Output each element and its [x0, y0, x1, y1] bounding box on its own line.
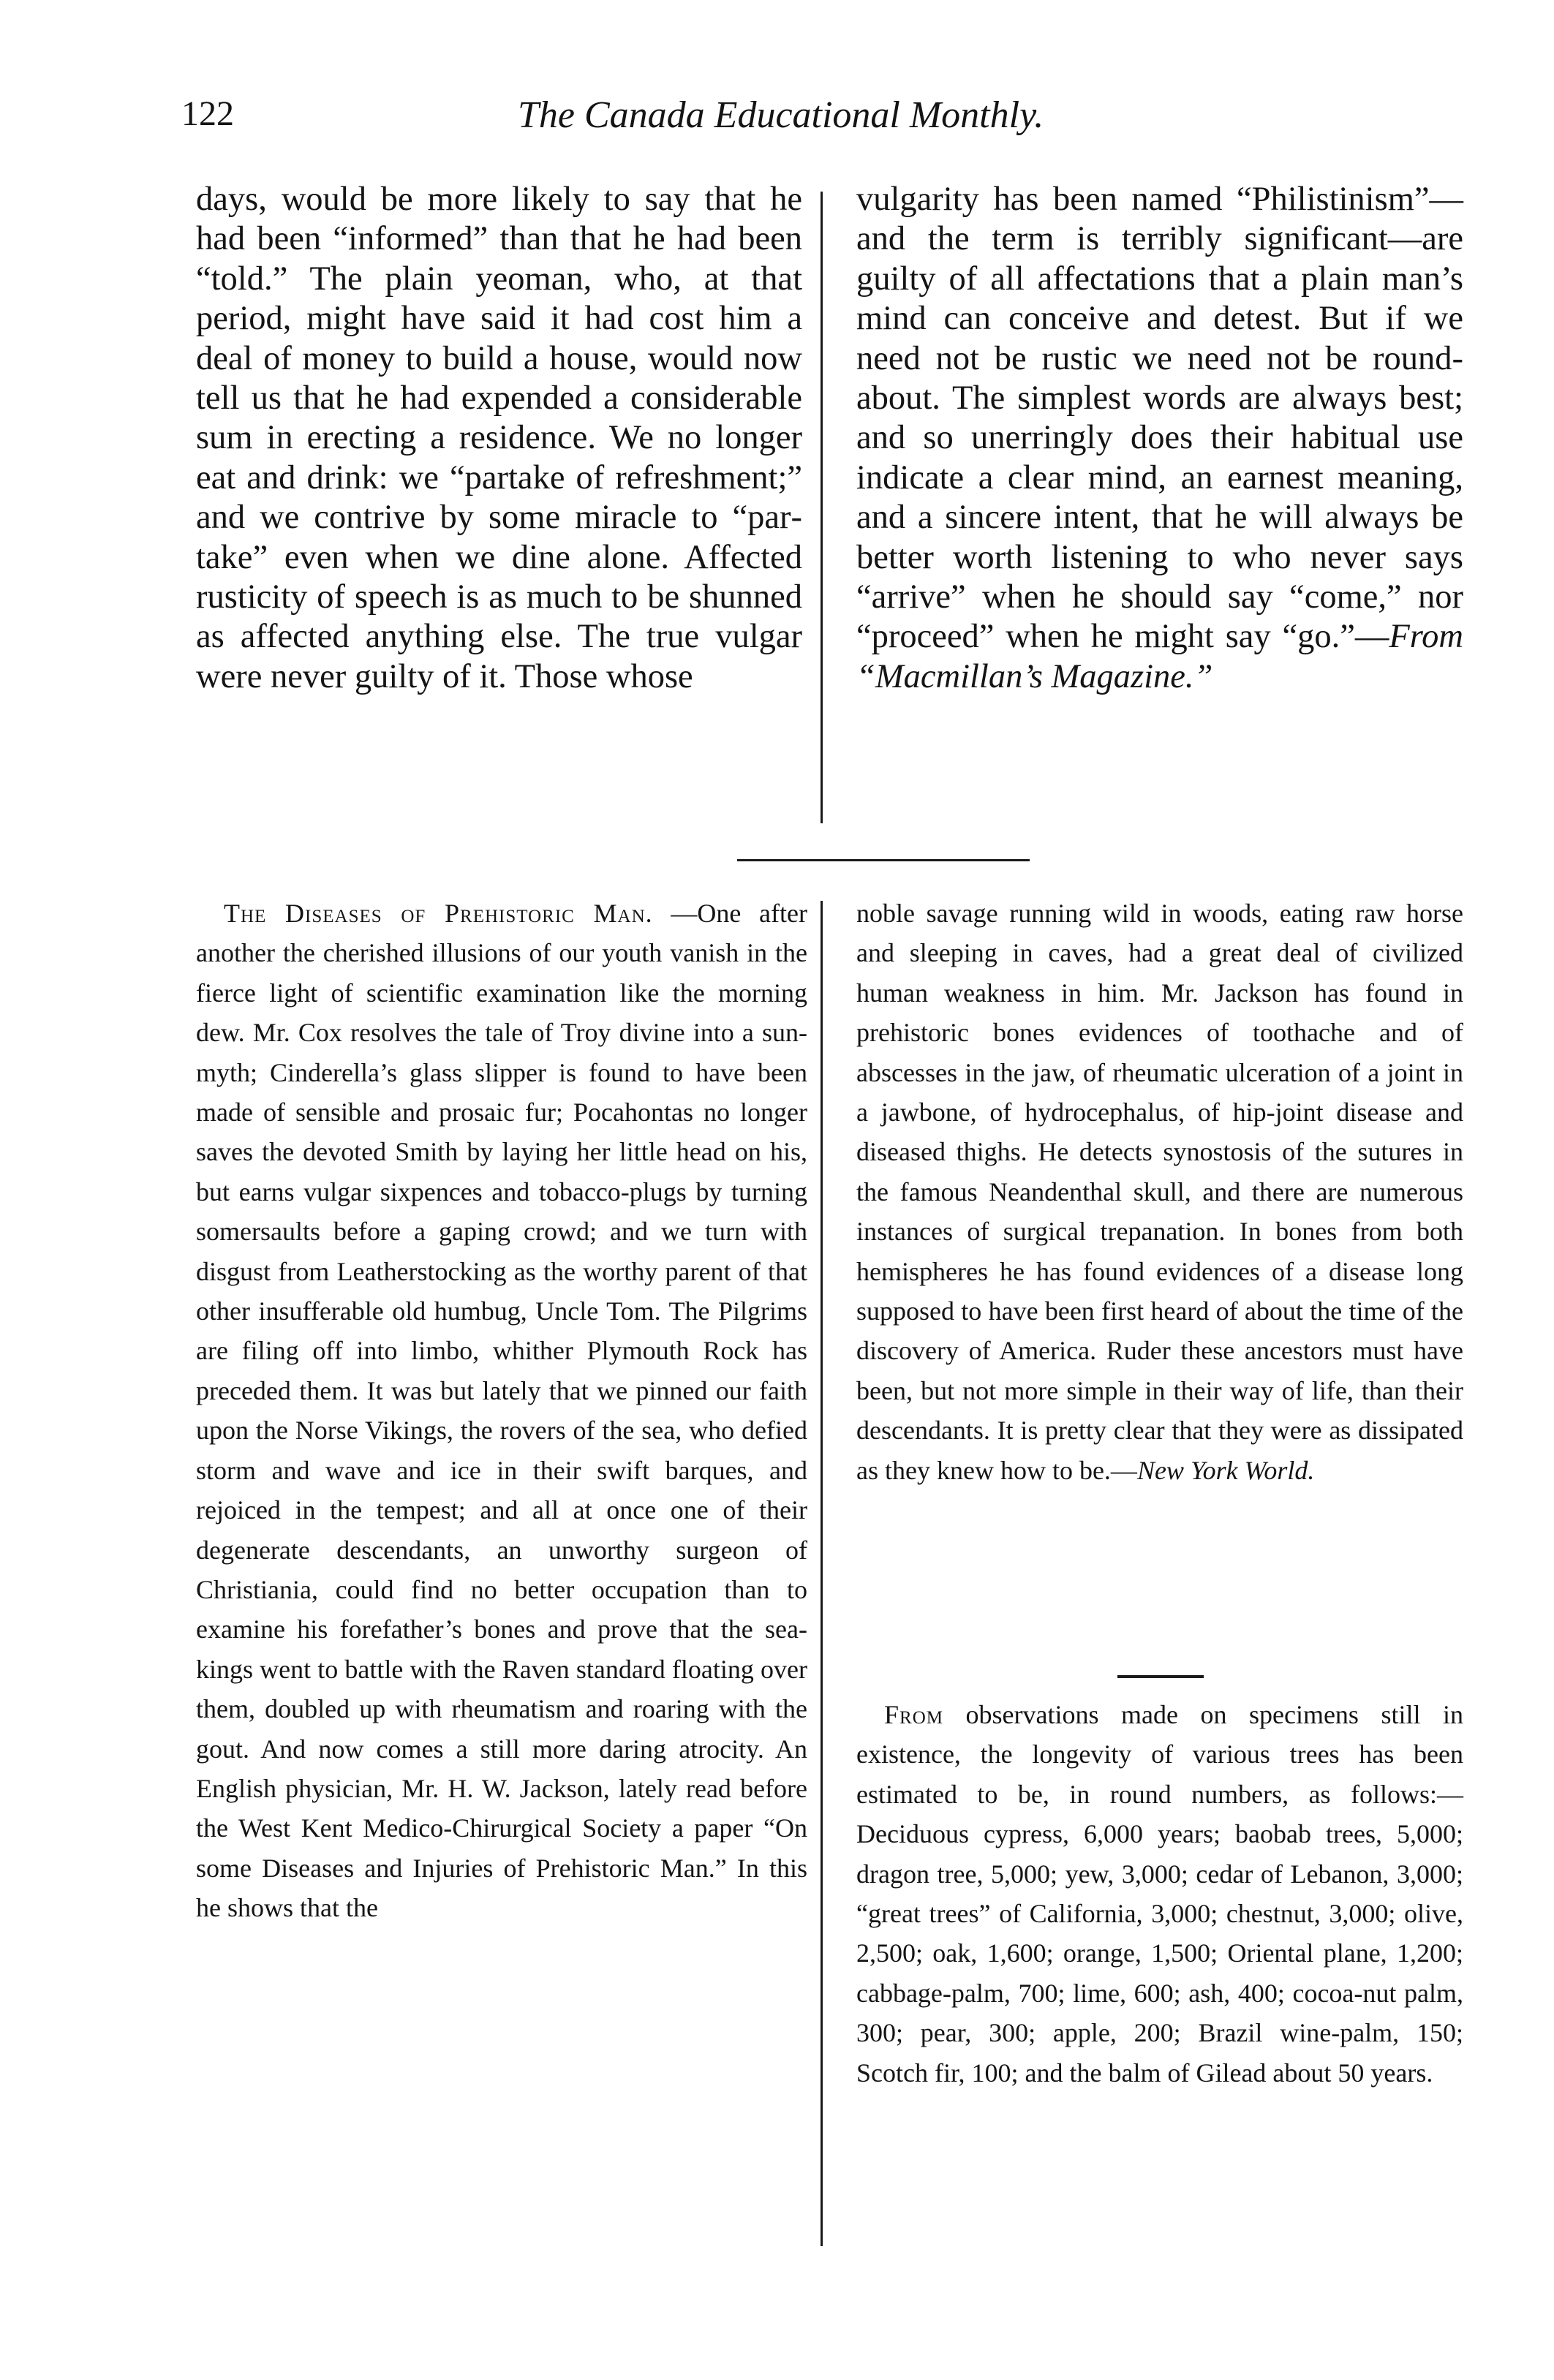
running-title: The Canada Educational Monthly.: [518, 94, 1044, 136]
article-continuation-left-column: [196, 180, 802, 697]
article-continuation-right-column: [856, 180, 1463, 697]
paragraph-continued-text-end: [856, 180, 1463, 697]
trees-article: [856, 1695, 1463, 2093]
trees-body-text: observations made on specimens still in existence, the longevity of various trees has been estimated to be, in round numbers, as follows:—Deciduous cypress, 6,000 years; baobab trees, 5,000; dragon tree, 5,000; yew, 3,000; cedar of Lebanon, 3,000; “great trees” of California, 3,000; chestnut, 3,000; olive, 2,500; oak, 1,600; orange, 1,500; Oriental plane, 1,200; cabbage-palm, 700; lime, 600; ash, 400; cocoa-nut palm, 300; pear, 300; apple, 200; Brazil wine-palm, 150; Scotch fir, 100; and the balm of Gilead about 50 years.: [856, 1700, 1463, 2088]
paragraph-continued-text: days, would be more likely to say that he had been “informed” than that he had been “told.” The plain yeoman, who, at that period, might have said it had cost him a deal of money to build a house, would now tell us that he had expended a considerable sum in erecting a residence. We no longer eat and drink: we “partake of refreshment;” and we contrive by some miracle to “partake” even when we dine alone. Affected rusticity of speech is as much to be shunned as affected anything else. The true vulgar were never guilty of it. Those whose: [196, 181, 802, 695]
prehistoric-article-right-column: [856, 894, 1463, 1490]
article-body-text: —One after another the cherished illusions of our youth vanish in the fierce light of scientific examination like the morning dew. Mr. Cox resolves the tale of Troy divine into a sun-myth; Cinderella’s glass slipper is found to have been made of sensible and prosaic fur; Pocahontas no longer saves the devoted Smith by laying her little head on his, but earns vulgar sixpences and tobacco-plugs by turning somersaults before a gaping crowd; and we turn with disgust from Leatherstocking as the worthy parent of that other insufferable old humbug, Uncle Tom. The Pilgrims are filing off into limbo, whither Plymouth Rock has preceded them. It was but lately that we pinned our faith upon the Norse Vikings, the rovers of the sea, who defied storm and wave and ice in their swift barques, and rejoiced in the tempest; and all at once one of their degenerate descendants, an unworthy surgeon of Christiania, could find no better occupation than to examine his forefather’s bones and prove that the sea-kings went to battle with the Raven standard floating over them, doubled up with rheumatism and roaring with the gout. And now comes a still more daring atrocity. An English physician, Mr. H. W. Jackson, lately read before the West Kent Medico-Chirurgical Society a paper “On some Diseases and Injuries of Prehistoric Man.” In this he shows that the: [196, 899, 807, 1923]
source-citation: From “Macmillan’s Magazine.”: [856, 618, 1463, 695]
short-divider: [1117, 1675, 1204, 1678]
prehistoric-paragraph-continued: [856, 894, 1463, 1490]
column-divider-bottom: [821, 901, 823, 2246]
prehistoric-paragraph: [196, 894, 807, 1928]
page-number: 122: [181, 94, 234, 133]
trees-paragraph: [856, 1695, 1463, 2093]
paragraph-text: vulgarity has been named “Philistinism”—and the term is terribly significant—are guilty of all affectations that a plain man’s mind can conceive and detest. But if we need not be rustic we need not be roundabout. The simplest words are always best; and so unerringly does their habitual use indicate a clear mind, an earnest meaning, and a sincere intent, that he will always be better worth listening to who never says “arrive” when he should say “come,” nor “proceed” when he might say “go.”—: [856, 181, 1463, 656]
prehistoric-article-left-column: [196, 894, 807, 1928]
lead-word: From: [884, 1700, 943, 1729]
column-divider-top: [821, 192, 823, 823]
article-heading: The Diseases of Prehistoric Man.: [224, 899, 653, 928]
page-header: [181, 94, 1147, 152]
article-body-text: noble savage running wild in woods, eating raw horse and sleeping in caves, had a great deal of civilized human weakness in him. Mr. Jackson has found in prehistoric bones evidences of toothache and of abscesses in the jaw, of rheumatic ulceration of a joint in a jawbone, of hydrocephalus, of hip-joint disease and diseased thighs. He detects synostosis of the sutures in the famous Neandenthal skull, and there are numerous instances of surgical trepanation. In bones from both hemispheres he has found evidences of a disease long supposed to have been first heard of about the time of the discovery of America. Ruder these ancestors must have been, but not more simple in their way of life, than their descendants. It is pretty clear that they were as dissipated as they knew how to be.—: [856, 899, 1463, 1485]
source-citation: New York World.: [1136, 1455, 1315, 1485]
section-divider: [737, 859, 1030, 861]
